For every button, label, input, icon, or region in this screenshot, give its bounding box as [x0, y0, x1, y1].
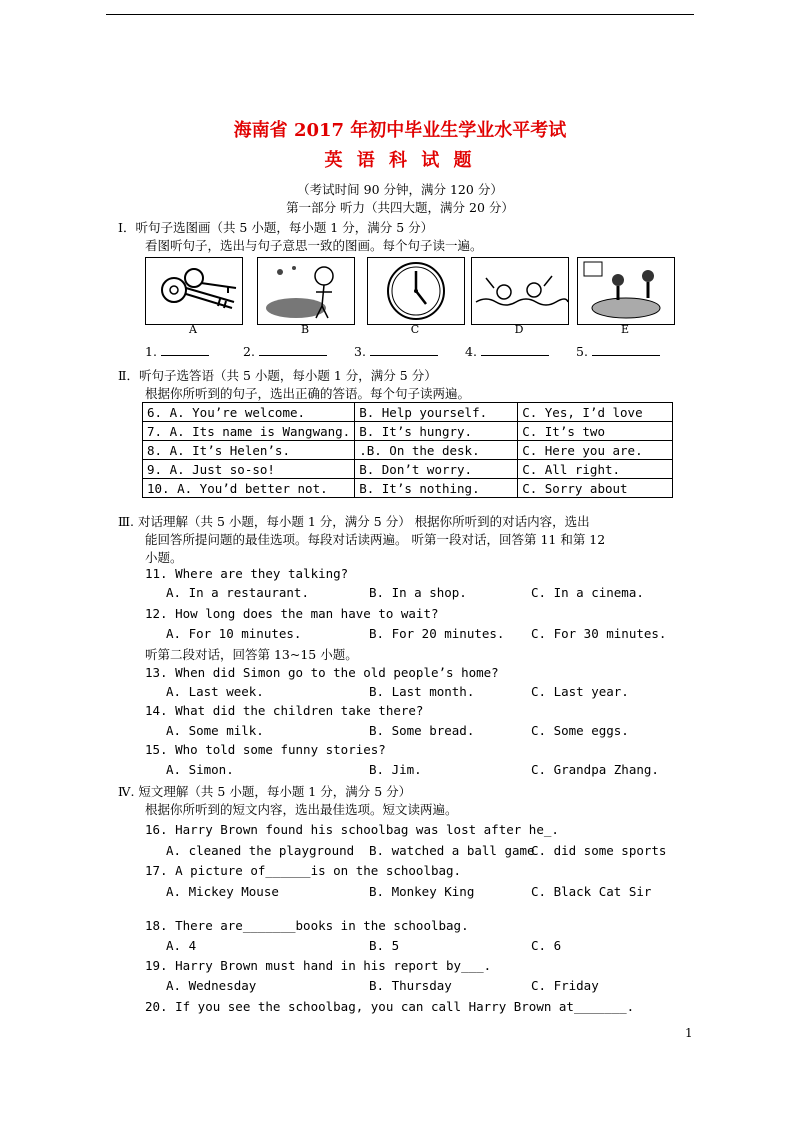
picture-label-c: C	[410, 323, 420, 336]
table-cell: C. Sorry about	[518, 479, 673, 498]
answer-blank-1: 1.	[145, 344, 209, 359]
option-13b: B. Last month.	[369, 684, 475, 699]
table-row	[143, 422, 673, 441]
keys-picture	[145, 257, 243, 325]
top-rule	[106, 14, 694, 15]
picture-label-b: B	[300, 323, 310, 336]
option-13c: C. Last year.	[531, 684, 629, 699]
option-15c: C. Grandpa Zhang.	[531, 762, 659, 777]
question-20: 20. If you see the schoolbag, you can call Harry Brown at_______.	[145, 999, 635, 1014]
option-12b: B. For 20 minutes.	[369, 626, 505, 641]
question-16: 16. Harry Brown found his schoolbag was lost after he_.	[145, 822, 559, 837]
section3-sub2: 听第二段对话，回答第 13~15 小题。	[145, 647, 358, 662]
question-11: 11. Where are they talking?	[145, 566, 349, 581]
option-12c: C. For 30 minutes.	[531, 626, 667, 641]
exam-subject: 英 语 科 试 题	[324, 150, 476, 171]
table-row	[143, 479, 673, 498]
answer-blank-2: 2.	[243, 344, 327, 359]
option-19a: A. Wednesday	[166, 978, 257, 993]
table-cell: B. Don’t worry.	[355, 460, 518, 479]
option-19c: C. Friday	[531, 978, 599, 993]
girl-leaves-picture	[257, 257, 355, 325]
table-cell: C. Here you are.	[518, 441, 673, 460]
page-number: 1	[685, 1026, 693, 1040]
section4-instruction: 根据你所听到的短文内容，选出最佳选项。短文读两遍。	[145, 802, 458, 817]
picture-row	[145, 257, 675, 337]
option-14a: A. Some milk.	[166, 723, 264, 738]
picture-label-d: D	[514, 323, 524, 336]
question-18: 18. There are_______books in the schoolbag.	[145, 918, 469, 933]
table-cell: 9. A. Just so-so!	[143, 460, 355, 479]
table-cell: C. Yes, I’d love	[518, 403, 673, 422]
table-cell: B. Help yourself.	[355, 403, 518, 422]
question-12: 12. How long does the man have to wait?	[145, 606, 439, 621]
part-heading: 第一部分 听力（共四大题，满分 20 分）	[286, 200, 514, 215]
option-18b: B. 5	[369, 938, 400, 953]
table-cell: C. All right.	[518, 460, 673, 479]
option-11a: A. In a restaurant.	[166, 585, 309, 600]
table-row	[143, 441, 673, 460]
section4-heading: Ⅳ. 短文理解（共 5 小题，每小题 1 分，满分 5 分）	[118, 784, 412, 799]
answer-blank-5: 5.	[576, 344, 660, 359]
option-13a: A. Last week.	[166, 684, 264, 699]
option-17c: C. Black Cat Sir	[531, 884, 652, 899]
option-18a: A. 4	[166, 938, 197, 953]
option-15b: B. Jim.	[369, 762, 422, 777]
table-cell: C. It’s two	[518, 422, 673, 441]
restaurant-picture	[577, 257, 675, 325]
table-cell: .B. On the desk.	[355, 441, 518, 460]
table-cell: 8. A. It’s Helen’s.	[143, 441, 355, 460]
answer-blank-3: 3.	[354, 344, 438, 359]
table-cell: 10. A. You’d better not.	[143, 479, 355, 498]
exam-info: （考试时间 90 分钟，满分 120 分）	[297, 182, 503, 197]
option-19b: B. Thursday	[369, 978, 452, 993]
table-cell: B. It’s hungry.	[355, 422, 518, 441]
answer-blank-4: 4.	[465, 344, 549, 359]
section1-heading: Ⅰ．听句子选图画（共 5 小题，每小题 1 分，满分 5 分）	[118, 220, 434, 235]
option-17a: A. Mickey Mouse	[166, 884, 279, 899]
table-cell: 7. A. Its name is Wangwang.	[143, 422, 355, 441]
option-16b: B. watched a ball game	[369, 843, 535, 858]
option-14b: B. Some bread.	[369, 723, 475, 738]
option-16a: A. cleaned the playground	[166, 843, 355, 858]
option-14c: C. Some eggs.	[531, 723, 629, 738]
question-13: 13. When did Simon go to the old people’s home?	[145, 665, 499, 680]
exam-title: 海南省 2017 年初中毕业生学业水平考试	[233, 120, 567, 141]
section3-heading-line3: 小题。	[145, 550, 183, 565]
option-15a: A. Simon.	[166, 762, 234, 777]
clock-picture	[367, 257, 465, 325]
table-cell: 6. A. You’re welcome.	[143, 403, 355, 422]
picture-label-e: E	[620, 323, 630, 336]
section3-heading-line2: 能回答所提问题的最佳选项。每段对话读两遍。 听第一段对话，回答第 11 和第 12	[145, 532, 606, 547]
question-15: 15. Who told some funny stories?	[145, 742, 386, 757]
option-17b: B. Monkey King	[369, 884, 475, 899]
picture-label-a: A	[189, 323, 197, 336]
option-11b: B. In a shop.	[369, 585, 467, 600]
section3-heading: Ⅲ. 对话理解（共 5 小题，每小题 1 分，满分 5 分） 根据你所听到的对话内容，选出	[118, 514, 590, 529]
question-17: 17. A picture of______is on the schoolbag.	[145, 863, 462, 878]
table-row	[143, 403, 673, 422]
section2-heading: Ⅱ．听句子选答语（共 5 小题，每小题 1 分，满分 5 分）	[118, 368, 437, 383]
question-19: 19. Harry Brown must hand in his report by___.	[145, 958, 492, 973]
swimming-picture	[471, 257, 569, 325]
option-16c: C. did some sports	[531, 843, 667, 858]
section1-instruction: 看图听句子，选出与句子意思一致的图画。每个句子读一遍。	[145, 238, 483, 253]
option-18c: C. 6	[531, 938, 562, 953]
option-12a: A. For 10 minutes.	[166, 626, 302, 641]
answer-table	[142, 402, 673, 498]
section2-instruction: 根据你所听到的句子，选出正确的答语。每个句子读两遍。	[145, 386, 471, 401]
table-row	[143, 460, 673, 479]
option-11c: C. In a cinema.	[531, 585, 644, 600]
question-14: 14. What did the children take there?	[145, 703, 424, 718]
table-cell: B. It’s nothing.	[355, 479, 518, 498]
